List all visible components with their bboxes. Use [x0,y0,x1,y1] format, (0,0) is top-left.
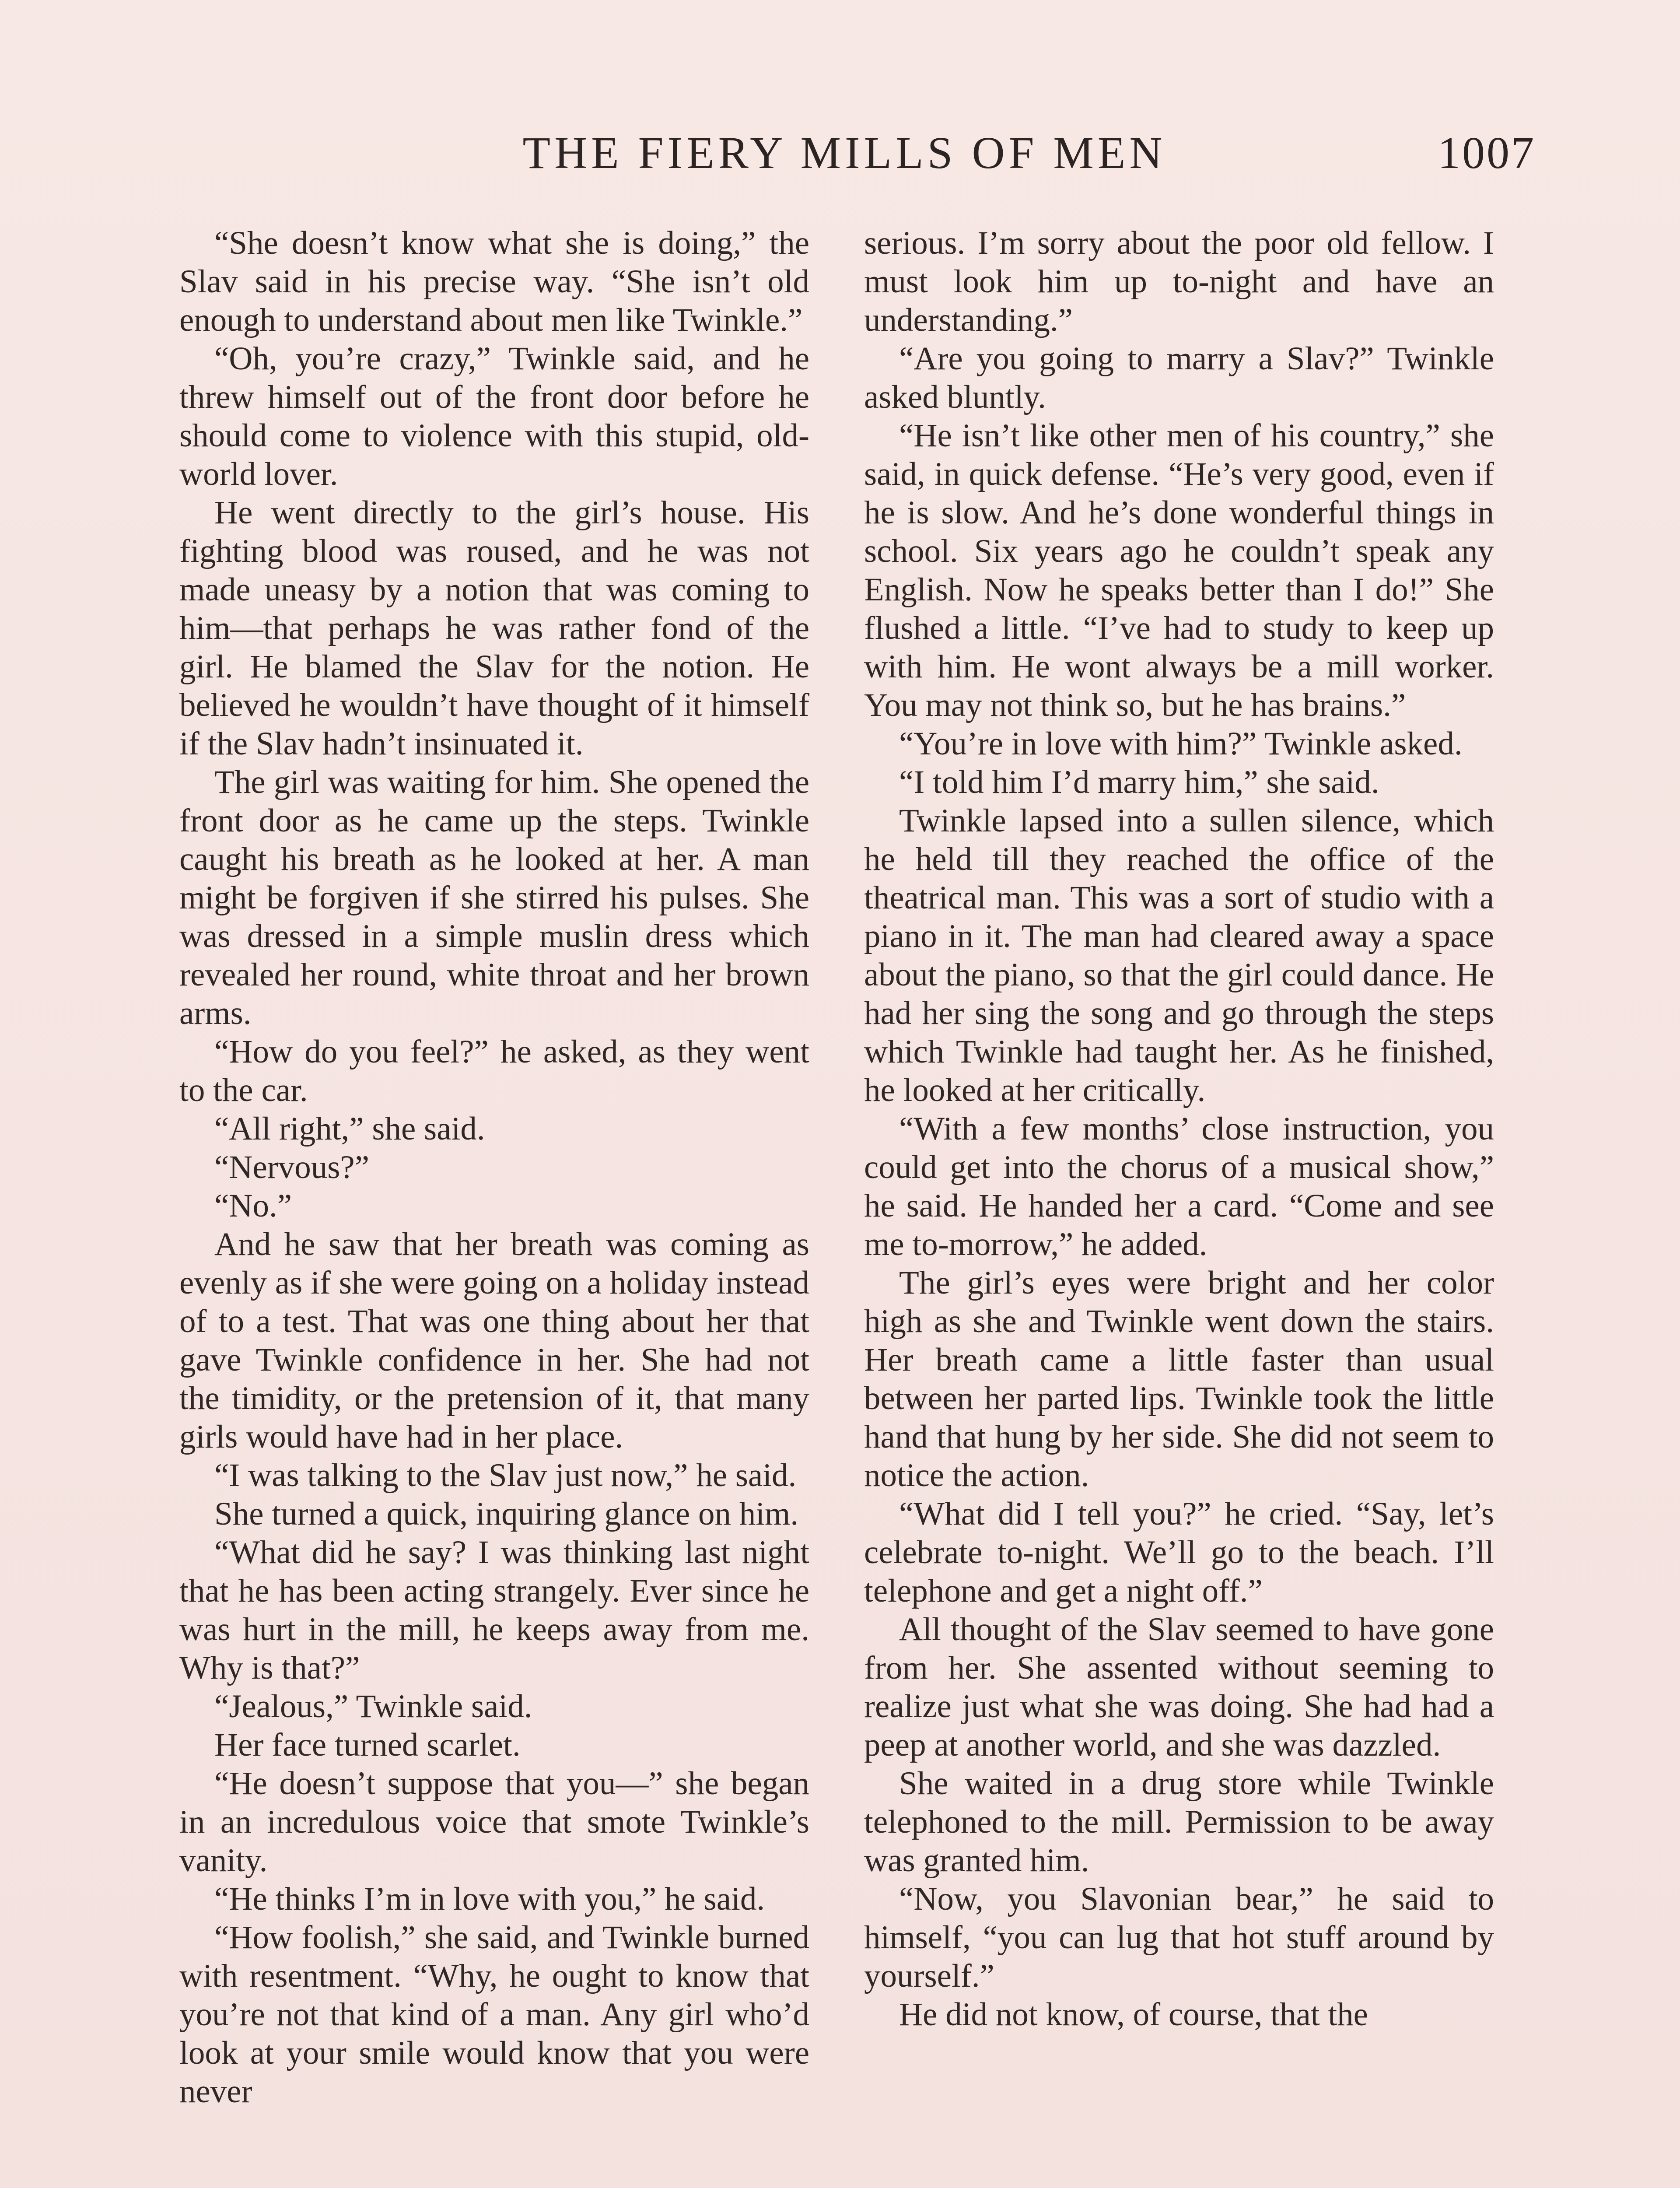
paragraph: “Jealous,” Twinkle said. [214,1688,532,1725]
paragraph: “Now, you Slavonian bear,” he said to himself, “you can lug that hot stuff around by yourself.” [864,1881,1494,1994]
paragraph: “He isn’t like other men of his country,” she said, in quick defense. “He’s very good, even if he is slow. And he’s done wonderful things in school. Six years ago he couldn’t speak any English. Now he speaks better than I do!” She flushed a little. “I’ve had to study to keep up with him. He wont always be a mill worker. You may not think so, but he has brains.” [864,417,1494,723]
paragraph: “What did he say? I was thinking last night that he has been acting strangely. Ever since he was hurt in the mill, he keeps away from me. Why is that?” [179,1534,809,1686]
paragraph: “You’re in love with him?” Twinkle asked. [899,726,1463,762]
paragraph: The girl was waiting for him. She opened the front door as he came up the steps. Twinkle caught his breath as he looked at her. A man might be forgiven if she stirred his pulses. She was dressed in a simple muslin dress which revealed her round, white throat and her brown arms. [179,764,809,1031]
paragraph: “She doesn’t know what she is doing,” the Slav said in his precise way. “She isn’t old enough to understand about men like Twinkle.” [179,225,809,338]
paragraph: “No.” [214,1188,292,1224]
paragraph: serious. I’m sorry about the poor old fellow. I must look him up to-night and have an understanding.” [864,225,1494,338]
paragraph: All thought of the Slav seemed to have gone from her. She assented without seeming to realize just what she was doing. She had had a peep at another world, and she was dazzled. [864,1611,1494,1763]
paragraph: “I told him I’d marry him,” she said. [899,764,1379,800]
paragraph: “How do you feel?” he asked, as they went to the car. [179,1034,809,1108]
paragraph: The girl’s eyes were bright and her color high as she and Twinkle went down the stairs. Her breath came a little faster than usual between her parted lips. Twinkle took the little hand that hung by her side. She did not seem to notice the action. [864,1265,1494,1494]
paragraph: Her face turned scarlet. [214,1727,521,1763]
left-text-column [179,224,809,2111]
paragraph: He went directly to the girl’s house. His fighting blood was roused, and he was not made uneasy by a notion that was coming to him—that perhaps he was rather fond of the girl. He blamed the Slav for the notion. He believed he wouldn’t have thought of it himself if the Slav hadn’t insinuated it. [179,494,809,762]
paragraph: And he saw that her breath was coming as evenly as if she were going on a holiday instead of to a test. That was one thing about her that gave Twinkle confidence in her. She had not the timidity, or the pretension of it, that many girls would have had in her place. [179,1226,809,1455]
paragraph: “Nervous?” [214,1149,369,1185]
right-text-column [864,224,1494,2034]
paragraph: “With a few months’ close instruction, you could get into the chorus of a musical show,” he said. He handed her a card. “Come and see me to-morrow,” he added. [864,1111,1494,1262]
paragraph: She waited in a drug store while Twinkle telephoned to the mill. Permission to be away was granted him. [864,1765,1494,1879]
paragraph: “What did I tell you?” he cried. “Say, let’s celebrate to-night. We’ll go to the beach. I’ll telephone and get a night off.” [864,1496,1494,1609]
paragraph: Twinkle lapsed into a sullen silence, which he held till they reached the office of the theatrical man. This was a sort of studio with a piano in it. The man had cleared away a space about the piano, so that the girl could dance. He had her sing the song and go through the steps which Twinkle had taught her. As he finished, he looked at her critically. [864,803,1494,1108]
paragraph: “I was talking to the Slav just now,” he said. [214,1457,797,1494]
running-head-title: THE FIERY MILLS OF MEN [522,128,1166,178]
paragraph: “Oh, you’re crazy,” Twinkle said, and he threw himself out of the front door before he should come to violence with this stupid, old-world lover. [179,340,809,492]
page-number: 1007 [1438,128,1536,178]
paragraph: She turned a quick, inquiring glance on him. [214,1496,799,1532]
paragraph: “How foolish,” she said, and Twinkle burned with resentment. “Why, he ought to know that you’re not that kind of a man. Any girl who’d look at your smile would know that you were never [179,1919,809,2110]
paragraph: “Are you going to marry a Slav?” Twinkle asked bluntly. [864,340,1494,415]
paragraph: “He thinks I’m in love with you,” he said. [214,1881,765,1917]
paragraph: He did not know, of course, that the [899,1996,1368,2033]
paragraph: “He doesn’t suppose that you—” she began in an incredulous voice that smote Twinkle’s vanity. [179,1765,809,1879]
paragraph: “All right,” she said. [214,1111,485,1147]
